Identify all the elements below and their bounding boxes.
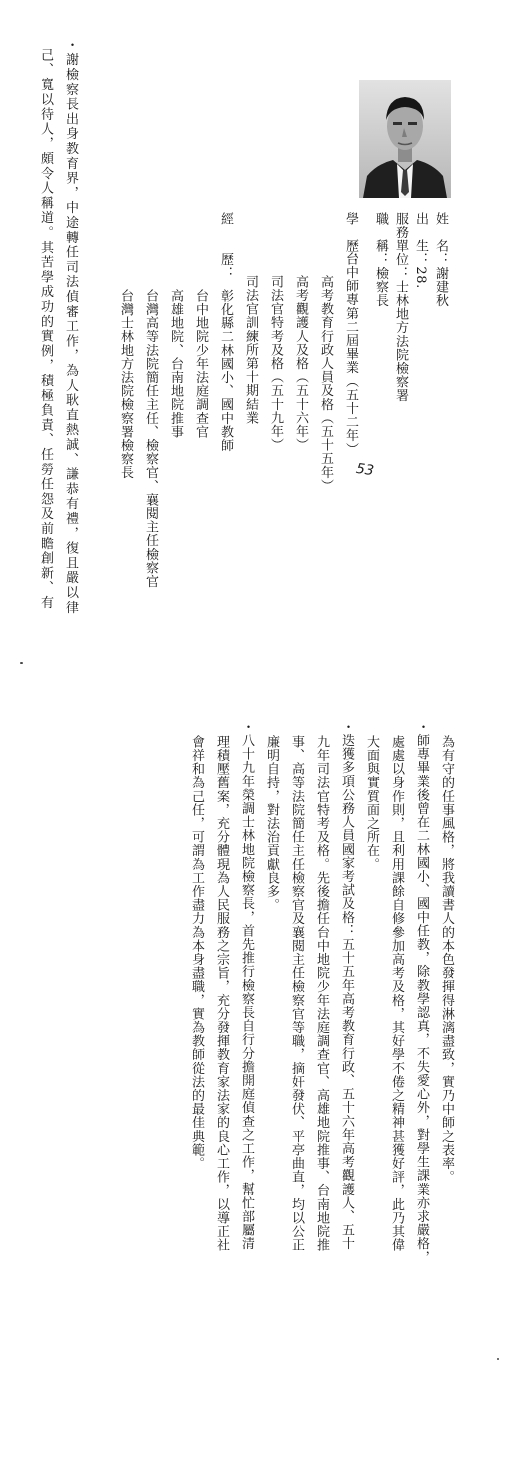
- handwritten-note: 53: [354, 460, 375, 480]
- name-label: 姓 名：: [433, 212, 448, 267]
- experience-item: 彰化縣二林國小、國中教師: [218, 289, 233, 453]
- experience-item: 台中地院少年法庭調查官: [193, 289, 208, 439]
- scan-speck: [20, 662, 23, 664]
- name-value: 謝建秋: [433, 266, 448, 308]
- experience-label: 經 歷：: [218, 212, 233, 280]
- portrait-photo: [359, 80, 451, 198]
- title-value: 檢察長: [373, 266, 388, 308]
- body-line: 會祥和為己任，可謂為工作盡力為本身盡職，實為教師從法的最佳典範。: [189, 735, 204, 1171]
- experience-item: 台灣士林地方法院檢察署檢察長: [118, 289, 133, 480]
- body-line: 事、高等法院簡任主任檢察官及襄閱主任檢察官等職，摘奸發伏、平亭曲直，均以公正: [289, 735, 304, 1252]
- body-line: 大面與實質面之所在。: [364, 735, 379, 871]
- birth-label: 出 生：: [413, 212, 428, 267]
- body-line: ・迭獲多項公務人員國家考試及格：五十五年高考教育行政、五十六年高考觀護人、五十: [339, 720, 354, 1251]
- body-line: 處處以身作則，且利用課餘自修參加高考及格，其好學不倦之精神甚獲好評，此乃其偉: [389, 735, 404, 1252]
- scan-speck: [497, 1358, 499, 1360]
- intro-line: 己、寬以待人，頗令人稱道。其苦學成功的實例，積極負責、任勞任怨及前瞻創新、有: [38, 48, 53, 611]
- title-row: [374, 212, 387, 307]
- body-line: 理積壓舊案，充分體現為人民服務之宗旨，充分發揮教育家法家的良心工作，以導正社: [214, 735, 229, 1252]
- title-label: 職 稱：: [373, 212, 388, 267]
- body-line: 廉明自持，對法治貢獻良多。: [264, 735, 279, 912]
- unit-row: [394, 212, 407, 402]
- unit-value: 士林地方法院檢察署: [393, 280, 408, 403]
- education-item: 台中師專第二屆畢業（五十二年）: [343, 252, 358, 456]
- body-line: 為有守的任事風格，將我讀書人的本色發揮得淋漓盡致，實乃中師之表率。: [439, 735, 454, 1184]
- name-row: [434, 212, 447, 307]
- education-item: 司法官訓練所第十期結業: [243, 275, 258, 425]
- education-label: 學 歷：: [343, 212, 358, 267]
- education-item: 高考教育行政人員及格（五十五年）: [318, 275, 333, 493]
- education-item: 司法官特考及格（五十九年）: [268, 275, 283, 452]
- education-item: 高考觀護人及格（五十六年）: [293, 275, 308, 452]
- birth-row: [414, 212, 427, 289]
- body-line: ・師專畢業後曾在二林國小、國中任教，除教學認真，不失愛心外，對學生課業亦求嚴格，: [414, 720, 429, 1264]
- birth-value: 28.: [413, 266, 428, 289]
- experience-item: 台灣高等法院簡任主任、檢察官、襄閱主任檢察官: [143, 289, 158, 589]
- intro-line: ・謝檢察長出身教育界，中途轉任司法偵審工作，為人耿直熱誠、謙恭有禮，復且嚴以律: [63, 38, 78, 616]
- body-line: 九年司法官特考及格。先後擔任台中地院少年法庭調查官、高雄地院推事、台南地院推: [314, 735, 329, 1252]
- body-line: ・八十九年榮調士林地院檢察長，首先推行檢察長自行分擔開庭偵查之工作，幫忙部屬清: [239, 720, 254, 1251]
- experience-item: 高雄地院、台南地院推事: [168, 289, 183, 439]
- unit-label: 服務單位：: [393, 212, 408, 280]
